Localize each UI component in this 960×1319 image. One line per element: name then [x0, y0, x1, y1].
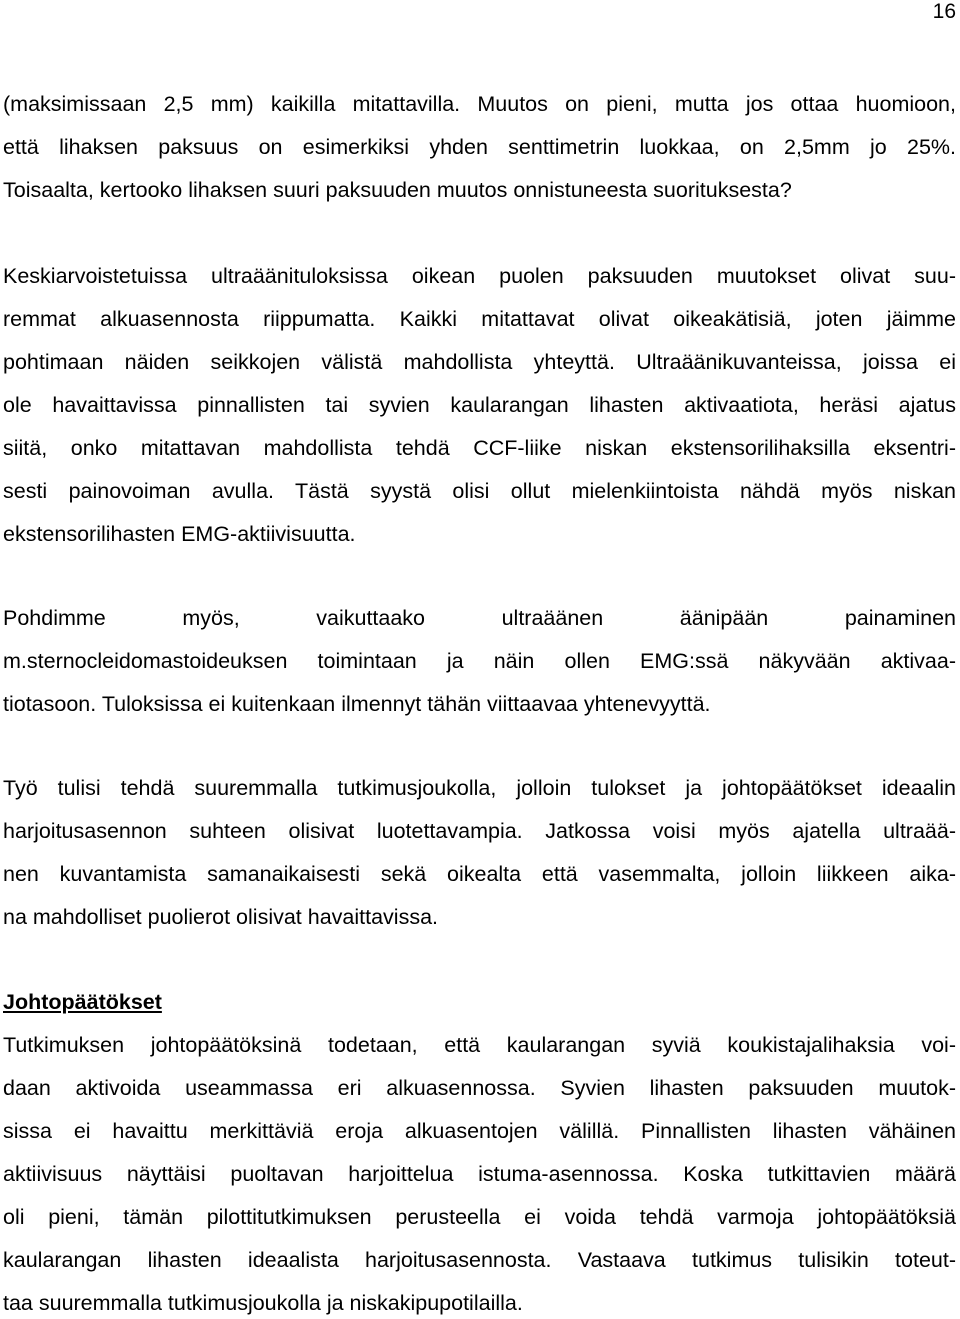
text-line: sissa ei havaittu merkittäviä eroja alkuasentojen välillä. Pinnallisten lihasten vähäinen: [3, 1119, 956, 1143]
text-line: Pohdimme myös, vaikuttaako ultraäänen äänipään painaminen: [3, 606, 956, 630]
text-line: nen kuvantamista samanaikaisesti sekä oikealta että vasemmalta, jolloin liikkeen aika-: [3, 862, 956, 886]
text-line: daan aktivoida useammassa eri alkuasennossa. Syvien lihasten paksuuden muutok-: [3, 1076, 956, 1100]
text-line: että lihaksen paksuus on esimerkiksi yhden senttimetrin luokkaa, on 2,5mm jo 25%.: [3, 135, 956, 159]
text-line: Keskiarvoistetuissa ultraäänituloksissa oikean puolen paksuuden muutokset olivat suu-: [3, 264, 956, 288]
text-line: oli pieni, tämän pilottitutkimuksen perusteella ei voida tehdä varmoja johtopäätöksiä: [3, 1205, 956, 1229]
text-line: (maksimissaan 2,5 mm) kaikilla mitattavilla. Muutos on pieni, mutta jos ottaa huomioon,: [3, 92, 956, 116]
page-number: 16: [932, 0, 956, 23]
text-line: remmat alkuasennosta riippumatta. Kaikki mitattavat olivat oikeakätisiä, joten jäimme: [3, 307, 956, 331]
text-line: ole havaittavissa pinnallisten tai syvien kaularangan lihasten aktivaatiota, heräsi ajatus: [3, 393, 956, 417]
text-line: taa suuremmalla tutkimusjoukolla ja niskakipupotilailla.: [3, 1291, 523, 1315]
text-line: siitä, onko mitattavan mahdollista tehdä CCF-liike niskan ekstensorilihaksilla eksentri-: [3, 436, 956, 460]
text-line: Tutkimuksen johtopäätöksinä todetaan, että kaularangan syviä koukistajalihaksia voi-: [3, 1033, 956, 1057]
section-heading: Johtopäätökset: [3, 990, 162, 1014]
text-line: pohtimaan näiden seikkojen välistä mahdollista yhteyttä. Ultraäänikuvanteissa, joissa ei: [3, 350, 956, 374]
text-line: na mahdolliset puolierot olisivat havaittavissa.: [3, 905, 439, 929]
text-line: ekstensorilihasten EMG-aktiivisuutta.: [3, 522, 356, 546]
text-line: harjoitusasennon suhteen olisivat luotettavampia. Jatkossa voisi myös ajatella ultraää-: [3, 819, 956, 843]
text-line: sesti painovoiman avulla. Tästä syystä olisi ollut mielenkiintoista nähdä myös niskan: [3, 479, 956, 503]
text-line: kaularangan lihasten ideaalista harjoitusasennosta. Vastaava tutkimus tulisikin toteut-: [3, 1248, 956, 1272]
text-line: aktiivisuus näyttäisi puoltavan harjoittelua istuma-asennossa. Koska tutkittavien määrä: [3, 1162, 956, 1186]
text-line: Työ tulisi tehdä suuremmalla tutkimusjoukolla, jolloin tulokset ja johtopäätökset ideaalin: [3, 776, 956, 800]
text-line: Toisaalta, kertooko lihaksen suuri paksuuden muutos onnistuneesta suorituksesta?: [3, 178, 792, 202]
text-line: m.sternocleidomastoideuksen toimintaan ja näin ollen EMG:ssä näkyvään aktivaa-: [3, 649, 956, 673]
text-line: tiotasoon. Tuloksissa ei kuitenkaan ilmennyt tähän viittaavaa yhtenevyyttä.: [3, 692, 711, 716]
